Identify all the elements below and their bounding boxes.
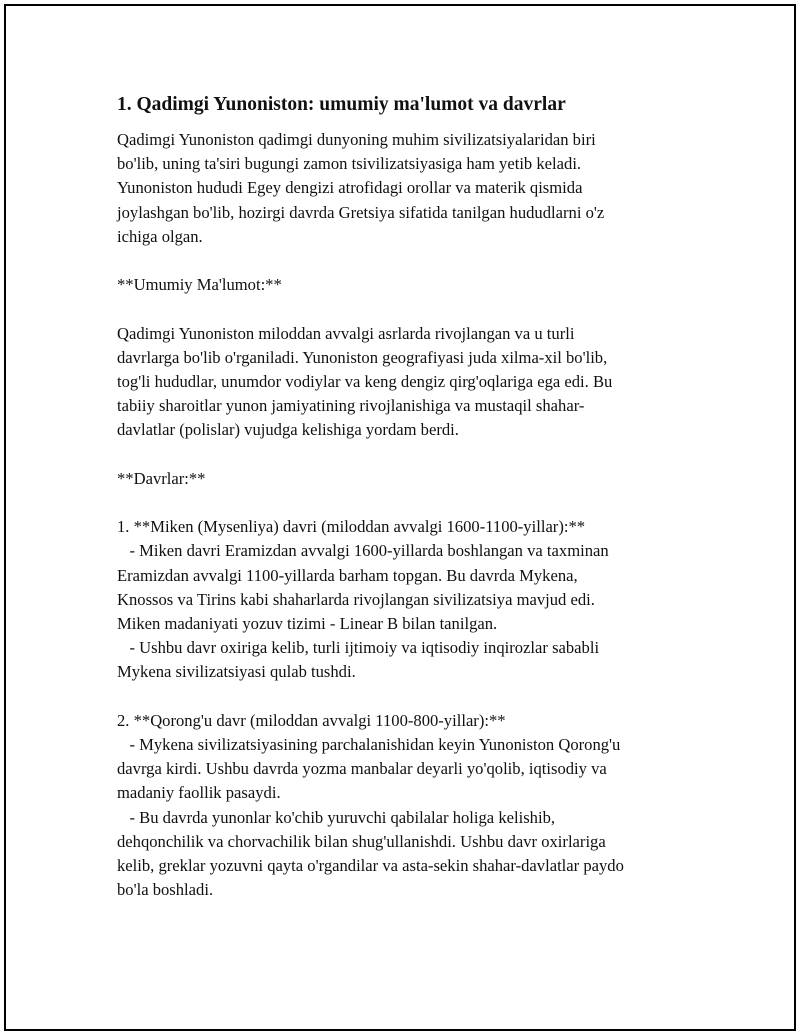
period-mycenaean-item: 1. **Miken (Mysenliya) davri (miloddan avvalgi 1600-1100-yillar):** - Miken davri Eramizdan avvalgi 1600-yillarda boshlangan va taxminan Eramizdan avvalgi 1100-yillarda barham topgan. Bu davrda Mykena, Knossos va Tirins kabi shaharlarda rivojlangan sivilizatsiya mavjud edi. Miken madaniyati yozuv tizimi - Linear B bilan tanilgan. - Ushbu davr oxiriga kelib, turli ijtimoiy va iqtisodiy inqirozlar sababli Mykena sivilizatsiyasi qulab tushdi. [117, 517, 609, 682]
document-title: 1. Qadimgi Yunoniston: umumiy ma'lumot va davrlar [117, 94, 566, 115]
intro-paragraph: Qadimgi Yunoniston qadimgi dunyoning muhim sivilizatsiyalaridan biri bo'lib, uning ta'siri bugungi zamon tsivilizatsiyasiga ham yetib keladi. Yunoniston hududi Egey dengizi atrofidagi orollar va materik qismida joylashgan bo'lib, hozirgi davrda Gretsiya sifatida tanilgan hududlarni o'z ichiga olgan. [117, 130, 605, 246]
paragraph-gap [117, 685, 697, 709]
document-body [117, 91, 697, 902]
period-dark-age-item: 2. **Qorong'u davr (miloddan avvalgi 1100-800-yillar):** - Mykena sivilizatsiyasining parchalanishidan keyin Yunoniston Qorong'u davrga kirdi. Ushbu davrda yozma manbalar deyarli yo'qolib, iqtisodiy va madaniy faollik pasaydi. - Bu davrda yunonlar ko'chib yuruvchi qabilalar holiga kelishib, dehqonchilik va chorvachilik bilan shug'ullanishdi. Ushbu davr oxirlariga kelib, greklar yozuvni qayta o'rgandilar va asta-sekin shahar-davlatlar paydo bo'la boshladi. [117, 710, 624, 900]
periods-heading: **Davrlar:** [117, 468, 206, 488]
paragraph-gap [117, 297, 697, 321]
general-info-paragraph: Qadimgi Yunoniston miloddan avvalgi asrlarda rivojlangan va u turli davrlarga bo'lib o'rganiladi. Yunoniston geografiyasi juda xilma-xil bo'lib, tog'li hududlar, unumdor vodiylar va keng dengiz qirg'oqlariga ega edi. Bu tabiiy sharoitlar yunon jamiyatining rivojlanishiga va mustaqil shahar- davlatlar (polislar) vujudga kelishiga yordam berdi. [117, 323, 613, 440]
paragraph-gap [117, 249, 697, 273]
paragraph-gap [117, 443, 697, 467]
paragraph-gap [117, 491, 697, 515]
general-info-heading: **Umumiy Ma'lumot:** [117, 275, 282, 295]
